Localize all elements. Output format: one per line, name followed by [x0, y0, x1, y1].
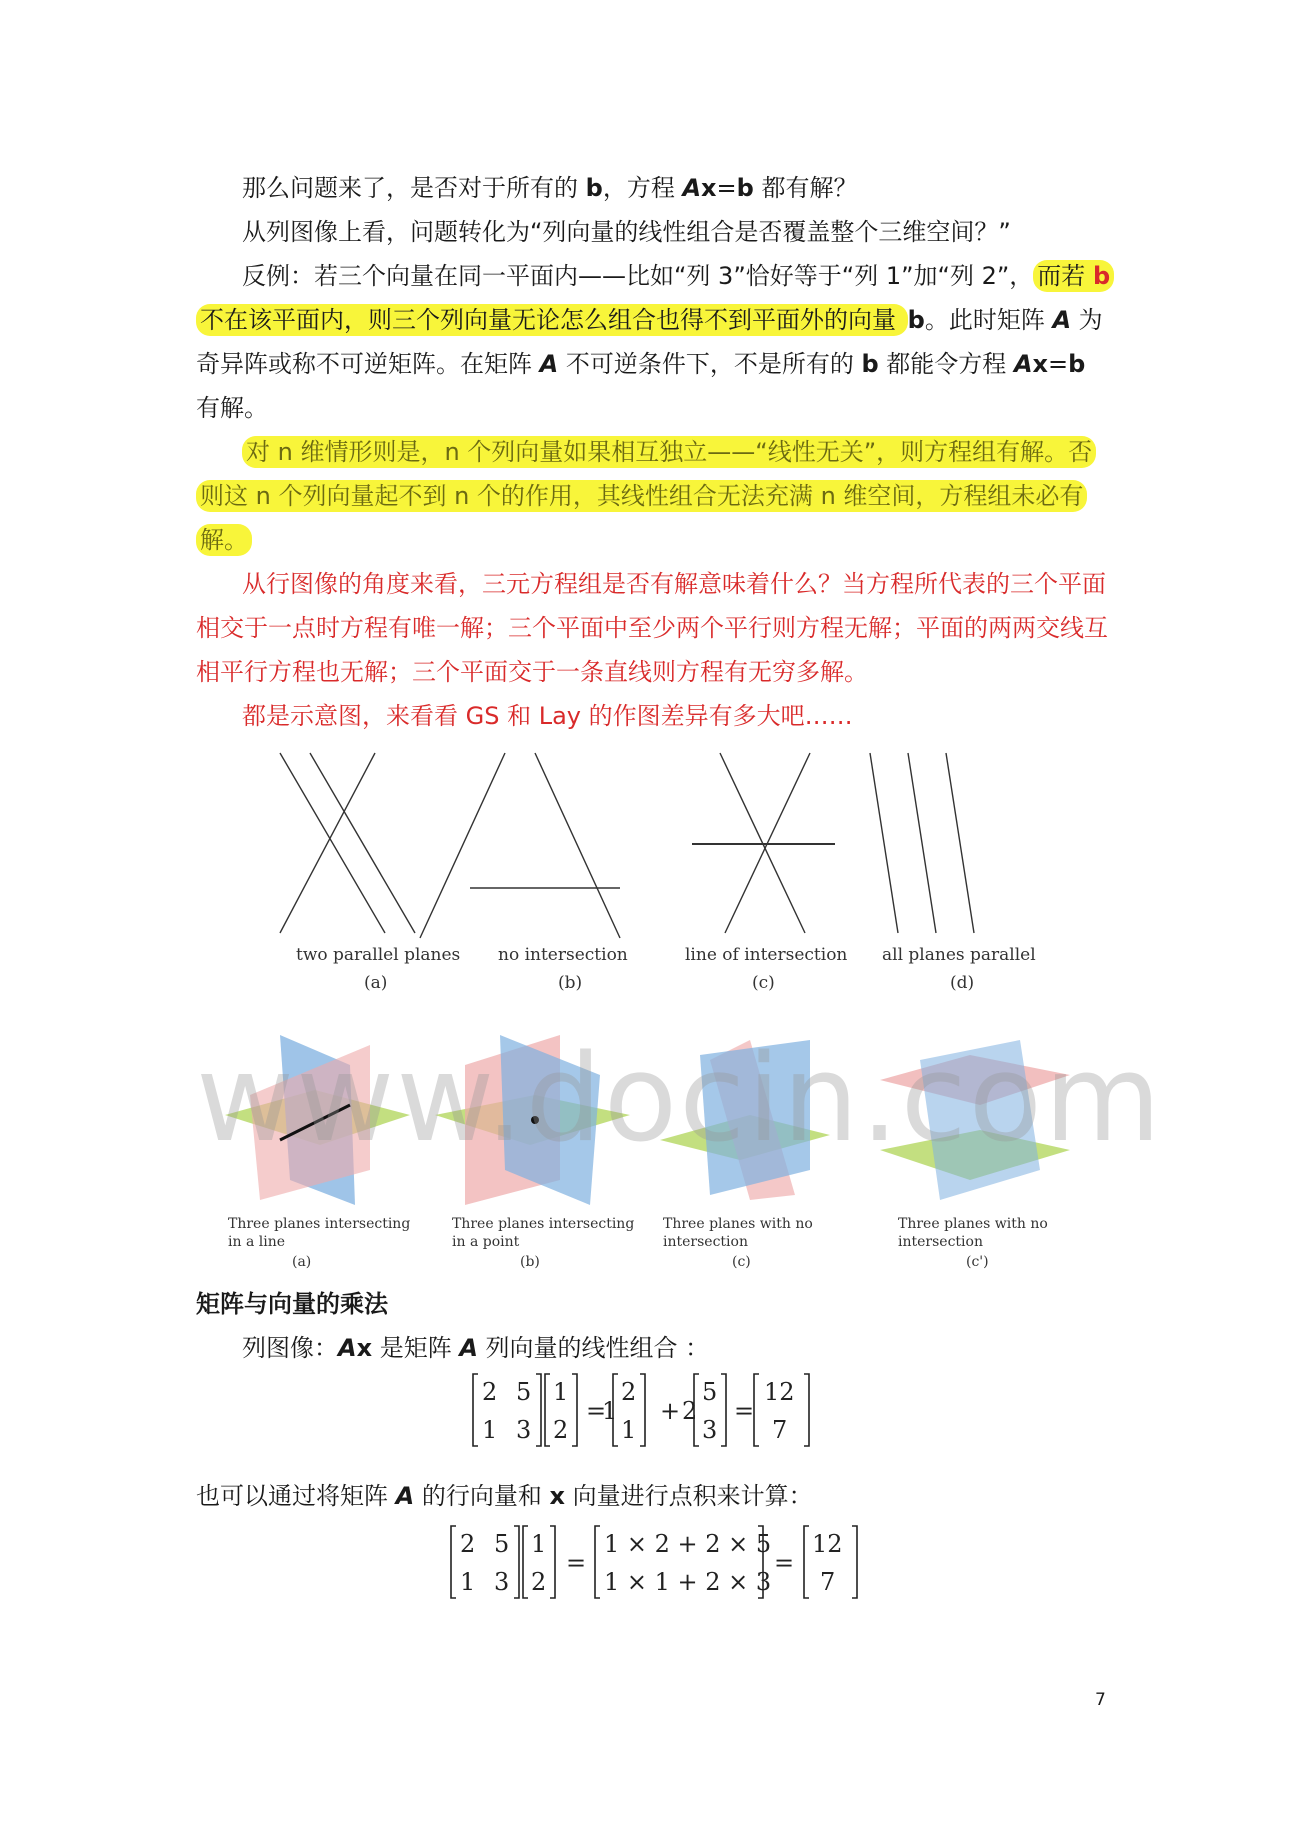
- svg-text:3: 3: [516, 1416, 532, 1444]
- svg-text:7: 7: [820, 1568, 836, 1596]
- svg-text:1: 1: [460, 1568, 476, 1596]
- fig2-caption-b-2: in a point: [452, 1234, 520, 1250]
- svg-text:1: 1: [621, 1416, 637, 1444]
- svg-text:1: 1: [602, 1397, 618, 1425]
- paragraph-column-view: 从列图像上看，问题转化为“列向量的线性组合是否覆盖整个三维空间？”: [242, 218, 1011, 246]
- fig2-label-a: (a): [292, 1254, 312, 1270]
- fig1-label-b: (b): [558, 973, 583, 993]
- watermark-text: www.docin.com: [196, 1030, 1163, 1169]
- equation-column-combination: [470, 1370, 850, 1450]
- fig2-label-b: (b): [520, 1254, 540, 1270]
- fig2-caption-c-1: Three planes with no: [663, 1216, 813, 1232]
- fig1-caption-b: no intersection: [498, 945, 628, 965]
- figure-row-picture-lines: [270, 748, 1070, 1008]
- fig2-label-c2: (c'): [966, 1254, 989, 1270]
- fig2-caption-c-2: intersection: [663, 1234, 748, 1250]
- fig1-label-c: (c): [752, 973, 775, 993]
- svg-text:2: 2: [460, 1530, 476, 1558]
- svg-text:2: 2: [482, 1378, 498, 1406]
- svg-text:3: 3: [702, 1416, 718, 1444]
- svg-text:1: 1: [553, 1378, 569, 1406]
- dot-product-line: 也可以通过将矩阵 A 的行向量和 x 向量进行点积来计算：: [196, 1482, 813, 1510]
- fig2-label-c: (c): [732, 1254, 751, 1270]
- equals-4: =: [774, 1549, 795, 1577]
- svg-text:7: 7: [772, 1416, 788, 1444]
- equals-3: =: [566, 1549, 587, 1577]
- svg-text:2: 2: [682, 1397, 698, 1425]
- section-heading: 矩阵与向量的乘法: [196, 1290, 388, 1318]
- svg-text:2: 2: [531, 1568, 547, 1596]
- svg-text:12: 12: [764, 1378, 795, 1406]
- fig2-caption-b-1: Three planes intersecting: [452, 1216, 635, 1232]
- svg-text:1: 1: [531, 1530, 547, 1558]
- fig1-label-d: (d): [950, 973, 975, 993]
- svg-text:12: 12: [812, 1530, 843, 1558]
- svg-text:1: 1: [482, 1416, 498, 1444]
- svg-text:5: 5: [702, 1378, 718, 1406]
- page-number: 7: [1095, 1690, 1106, 1710]
- equation-row-dot-product: [448, 1522, 868, 1602]
- paragraph-row-view: 从行图像的角度来看，三元方程组是否有解意味着什么？当方程所代表的三个平面相交于一点时方程有唯一解；三个平面中至少两个平行则方程无解；平面的两两交线互相平行方程也无解；三个平面交于一条直线则方程有无穷多解。: [196, 570, 1108, 686]
- fig2-caption-c2-1: Three planes with no: [898, 1216, 1048, 1232]
- svg-text:5: 5: [516, 1378, 532, 1406]
- fig1-label-a: (a): [364, 973, 388, 993]
- svg-text:1 × 2 + 2 × 5: 1 × 2 + 2 × 5: [604, 1530, 772, 1558]
- svg-text:2: 2: [621, 1378, 637, 1406]
- paragraph-counterexample: 反例：若三个向量在同一平面内——比如“列 3”恰好等于“列 1”加“列 2”， 而若 b 不在该平面内，则三个列向量无论怎么组合也得不到平面外的向量 b。此时矩阵 A 为奇异阵或称不可逆矩阵。在矩阵 A 不可逆条件下，不是所有的 b 都能令方程 Ax=b 有解。: [196, 254, 1116, 430]
- column-picture-line: 列图像：Ax 是矩阵 A 列向量的线性组合 ：: [242, 1334, 710, 1362]
- svg-text:1 × 1 + 2 × 3: 1 × 1 + 2 × 3: [604, 1568, 772, 1596]
- fig1a-line-1: [280, 753, 385, 933]
- svg-text:2: 2: [553, 1416, 569, 1444]
- plus-1: +: [660, 1397, 681, 1425]
- fig2-caption-c2-2: intersection: [898, 1234, 983, 1250]
- fig2-caption-a-2: in a line: [228, 1234, 285, 1250]
- equals-2: =: [734, 1397, 755, 1425]
- svg-text:5: 5: [494, 1530, 510, 1558]
- fig2-caption-a-1: Three planes intersecting: [228, 1216, 411, 1232]
- fig1-caption-d: all planes parallel: [882, 945, 1036, 965]
- fig1-caption-a: two parallel planes: [296, 945, 461, 965]
- equals-1: =: [586, 1397, 607, 1425]
- fig1-caption-c: line of intersection: [685, 945, 848, 965]
- paragraph-n-dim: 对 n 维情形则是，n 个列向量如果相互独立——“线性无关”，则方程组有解。否则这 n 个列向量起不到 n 个的作用，其线性组合无法充满 n 维空间，方程组未必有解。: [196, 430, 1116, 562]
- svg-text:3: 3: [494, 1568, 510, 1596]
- paragraph-figures-intro: 都是示意图，来看看 GS 和 Lay 的作图差异有多大吧……: [242, 702, 853, 730]
- paragraph-question: 那么问题来了，是否对于所有的 b，方程 Ax=b 都有解？: [242, 174, 858, 202]
